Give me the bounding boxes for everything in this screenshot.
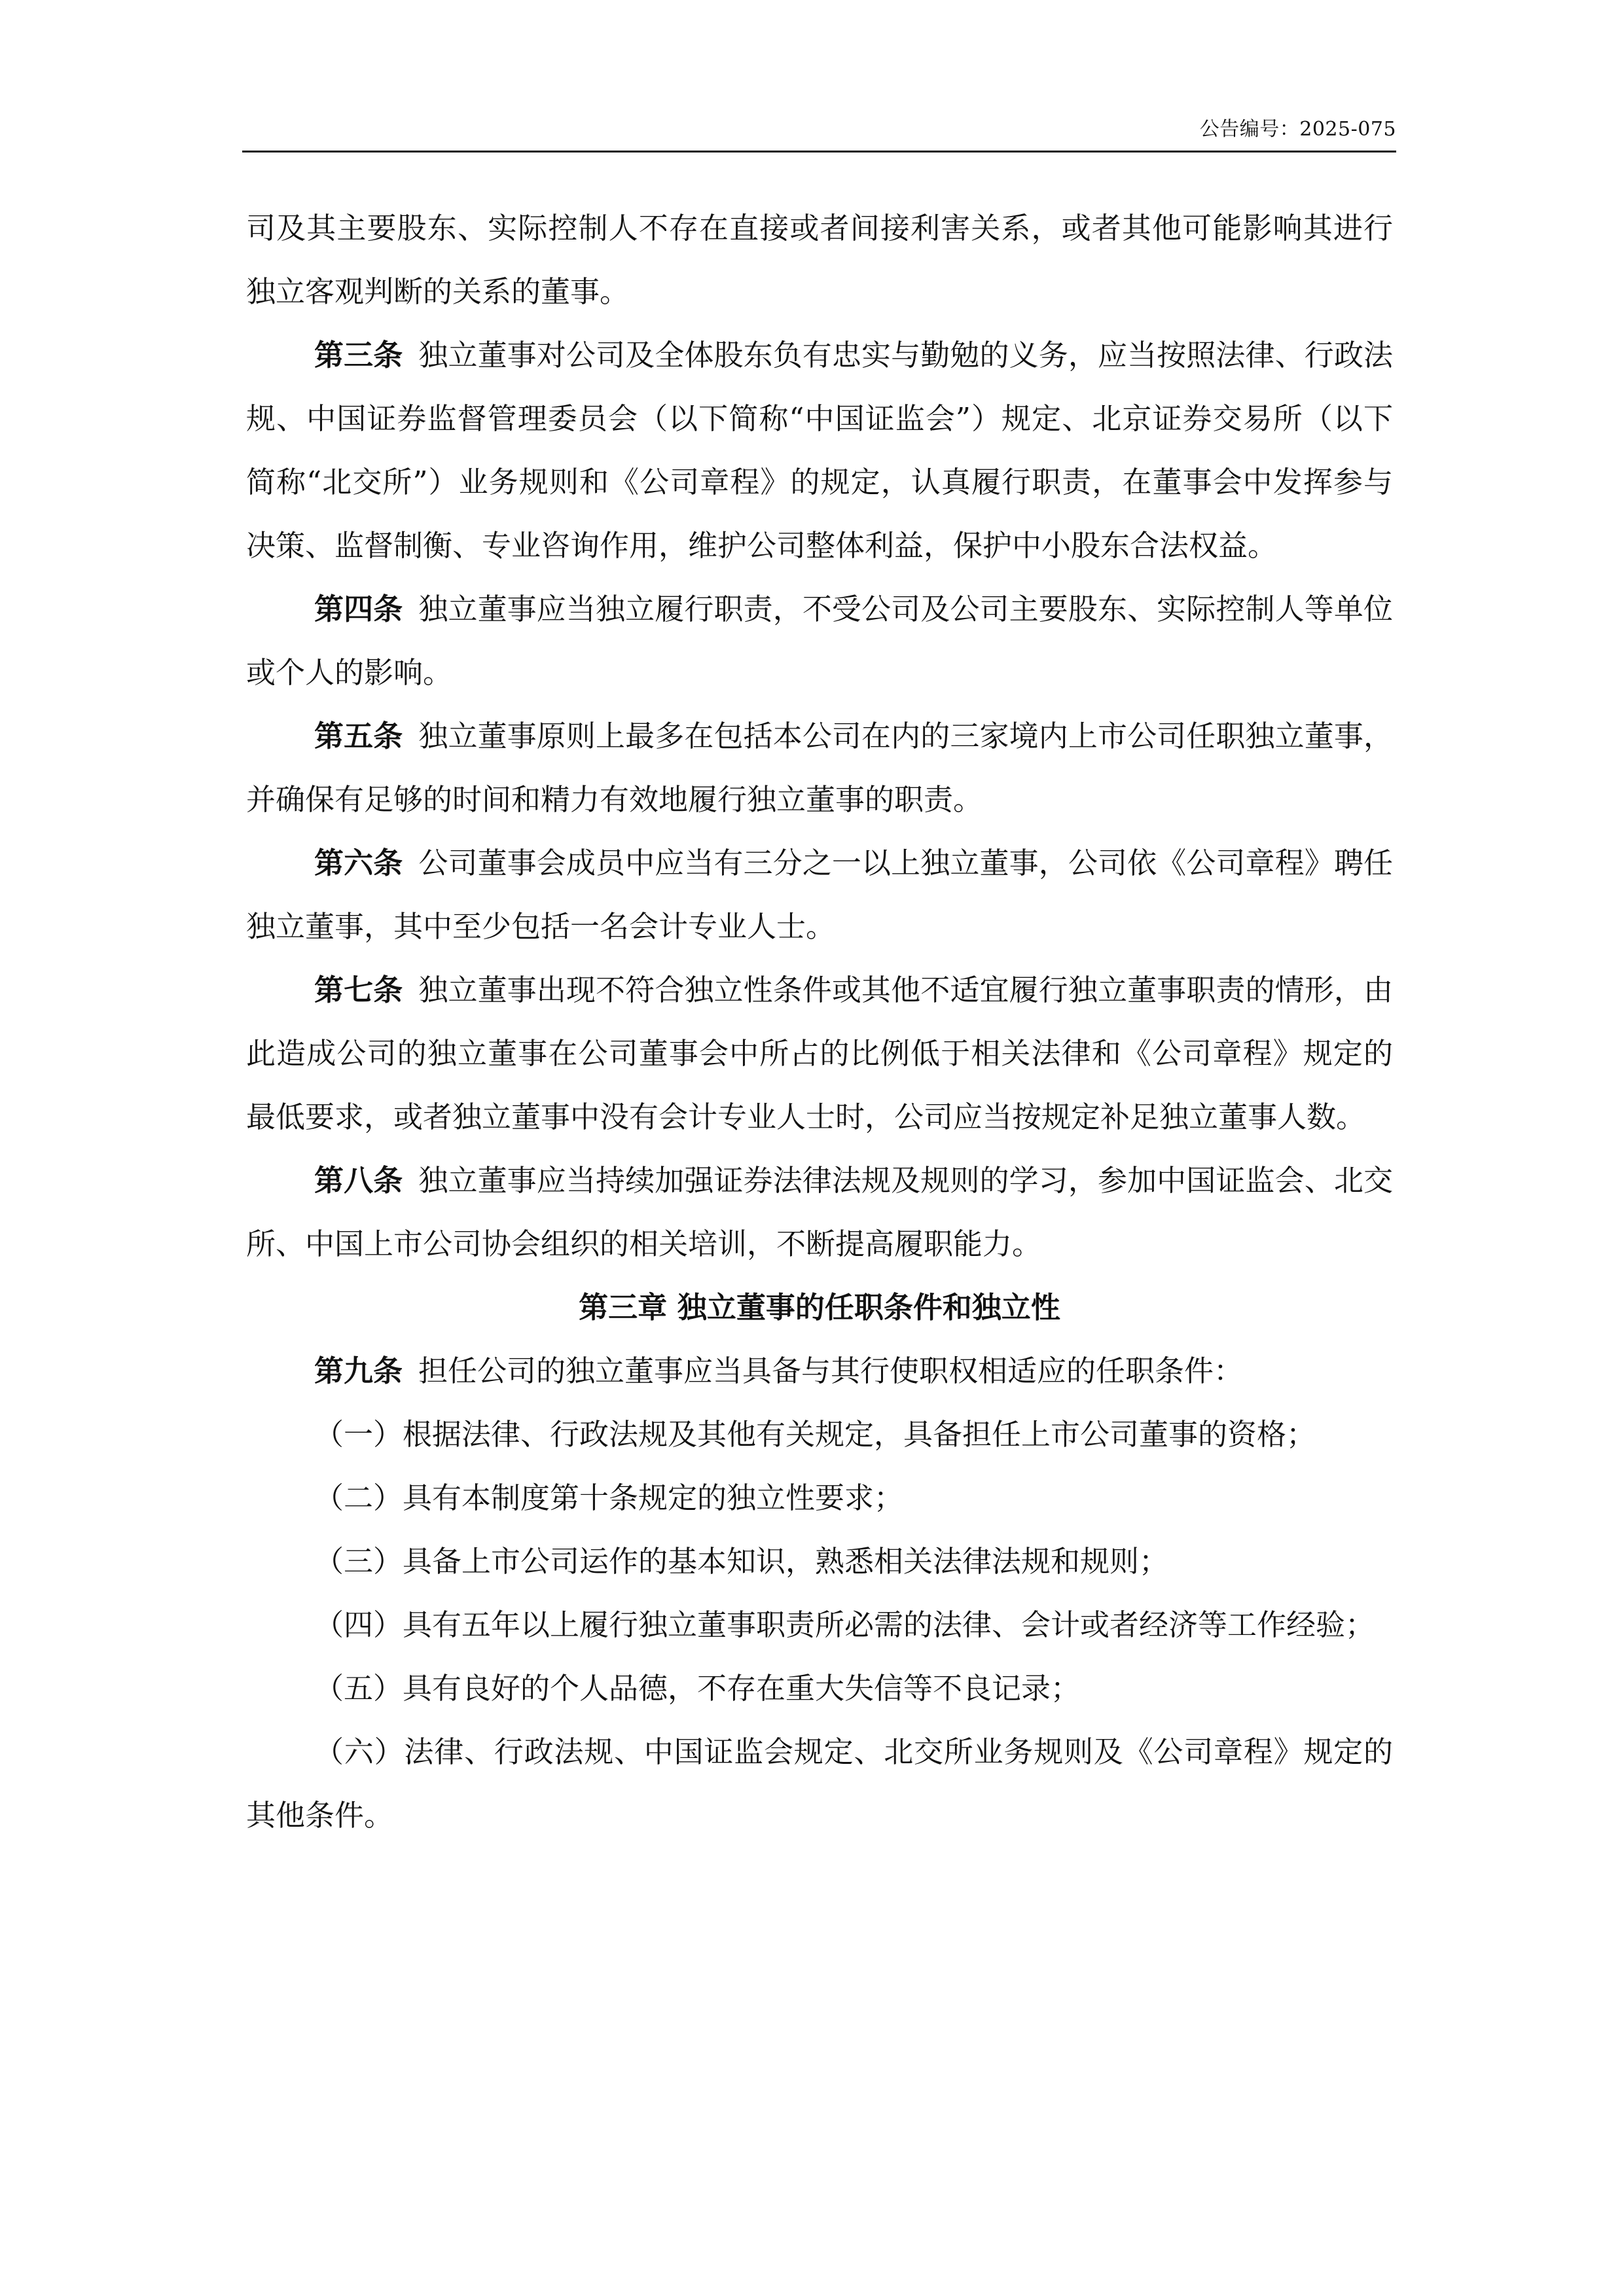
document-body (246, 196, 1393, 1847)
article-label: 第四条 (314, 592, 403, 626)
chapter-heading: 第三章 独立董事的任职条件和独立性 (579, 1290, 1060, 1325)
list-item: （一）根据法律、行政法规及其他有关规定，具备担任上市公司董事的资格； (314, 1417, 1316, 1452)
article-text: 公司董事会成员中应当有三分之一以上独立董事，公司依《公司章程》聘任独立董事，其中至少包括一名会计专业人士。 (246, 846, 1393, 944)
announcement-number: 公告编号：2025-075 (1199, 118, 1396, 141)
article-4 (246, 577, 1393, 704)
article-5 (246, 704, 1393, 831)
article-3 (246, 323, 1393, 577)
article-text: 担任公司的独立董事应当具备与其行使职权相适应的任职条件： (418, 1354, 1244, 1388)
article-text: 独立董事对公司及全体股东负有忠实与勤勉的义务，应当按照法律、行政法规、中国证券监督管理委员会（以下简称“中国证监会”）规定、北京证券交易所（以下简称“北交所”）业务规则和《公司章程》的规定，认真履行职责，在董事会中发挥参与决策、监督制衡、专业咨询作用，维护公司整体利益，保护中小股东合法权益。 (246, 338, 1393, 563)
continuation-paragraph (246, 196, 1393, 323)
article-text: 独立董事应当独立履行职责，不受公司及公司主要股东、实际控制人等单位或个人的影响。 (246, 592, 1393, 690)
article-8 (246, 1149, 1393, 1276)
article-label: 第八条 (314, 1163, 403, 1198)
article-label: 第五条 (314, 719, 403, 753)
list-item: （二）具有本制度第十条规定的独立性要求； (314, 1480, 904, 1515)
page-header (242, 113, 1396, 152)
article-7 (246, 958, 1393, 1149)
article-text: 独立董事出现不符合独立性条件或其他不适宜履行独立董事职责的情形，由此造成公司的独立董事在公司董事会中所占的比例低于相关法律和《公司章程》规定的最低要求，或者独立董事中没有会计专业人士时，公司应当按规定补足独立董事人数。 (246, 973, 1393, 1134)
list-item: （四）具有五年以上履行独立董事职责所必需的法律、会计或者经济等工作经验； (314, 1607, 1375, 1642)
article-label: 第九条 (314, 1354, 403, 1388)
article-text: 独立董事应当持续加强证券法律法规及规则的学习，参加中国证监会、北交所、中国上市公司协会组织的相关培训，不断提高履职能力。 (246, 1163, 1393, 1261)
list-item: （六）法律、行政法规、中国证监会规定、北交所业务规则及《公司章程》规定的其他条件。 (246, 1734, 1393, 1833)
article-label: 第三条 (314, 338, 403, 372)
article-text: 独立董事原则上最多在包括本公司在内的三家境内上市公司任职独立董事，并确保有足够的时间和精力有效地履行独立董事的职责。 (246, 719, 1393, 817)
article-6 (246, 831, 1393, 958)
list-item: （三）具备上市公司运作的基本知识，熟悉相关法律法规和规则； (314, 1544, 1169, 1579)
paragraph-text: 司及其主要股东、实际控制人不存在直接或者间接利害关系，或者其他可能影响其进行独立客观判断的关系的董事。 (246, 211, 1393, 309)
article-label: 第六条 (314, 846, 403, 880)
article-9 (246, 1339, 1393, 1403)
article-label: 第七条 (314, 973, 403, 1007)
list-item: （五）具有良好的个人品德，不存在重大失信等不良记录； (314, 1671, 1081, 1706)
